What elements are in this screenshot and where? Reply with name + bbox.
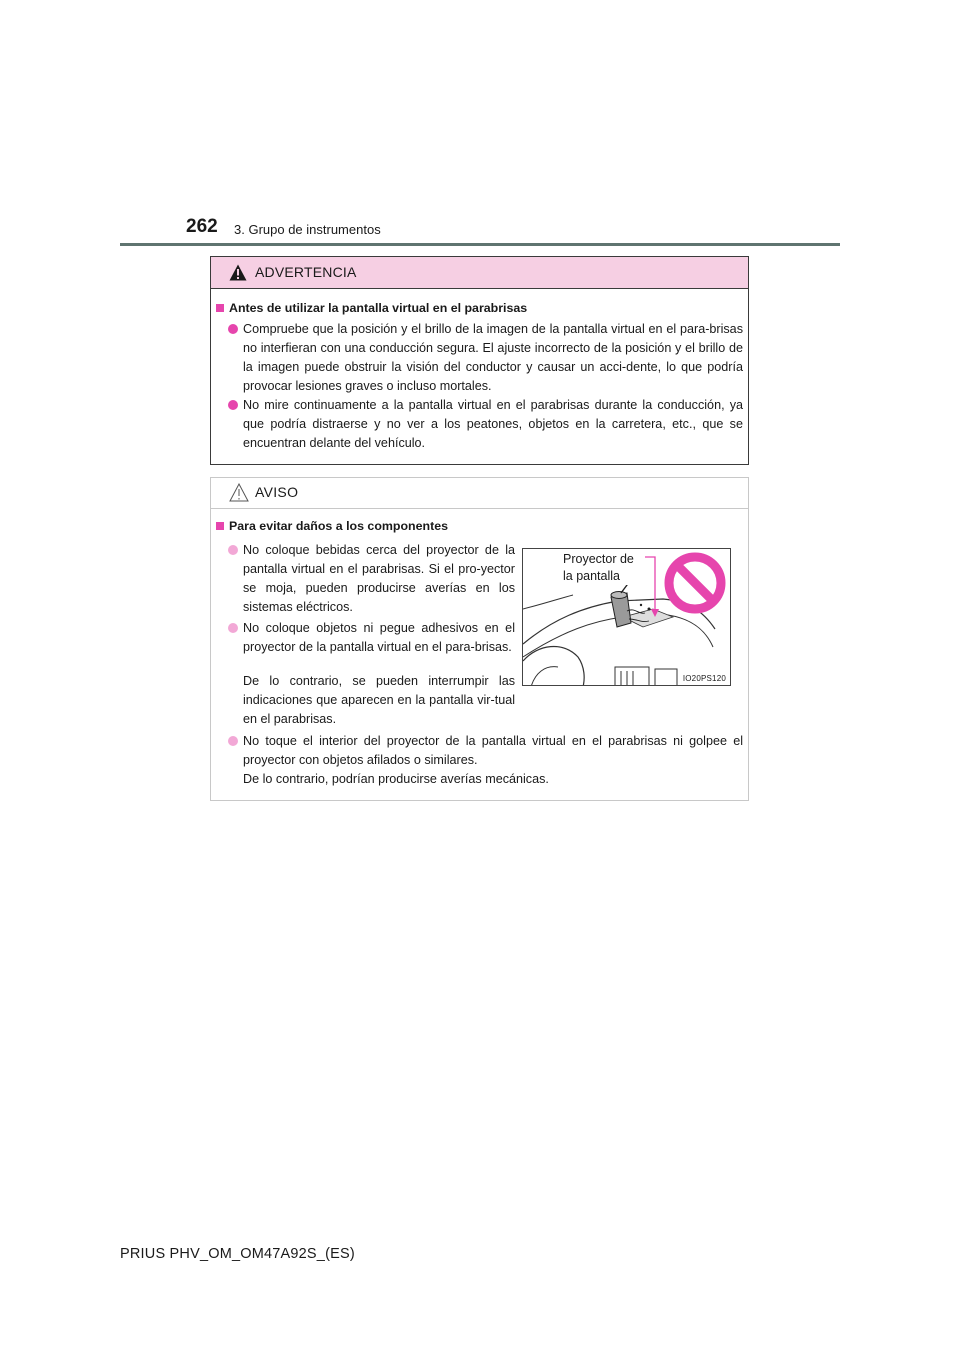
warning-triangle-icon — [229, 264, 247, 281]
warning-title: ADVERTENCIA — [255, 264, 357, 280]
round-bullet-icon — [228, 400, 238, 410]
page-number: 262 — [186, 216, 218, 237]
warning-item: No mire continuamente a la pantalla virtual en el parabrisas durante la conducción, ya que podría distraerse y no ver a los peatones, objetos en la carretera, etc., que se encuentran delante del vehículo. — [243, 396, 743, 453]
notice-item: No coloque bebidas cerca del proyector de la pantalla virtual en el parabrisas. Si el pro-yector se moja, pueden producirse averías en los sistemas eléctricos. — [243, 541, 515, 617]
header-rule — [120, 243, 840, 246]
warning-header — [211, 257, 748, 289]
figure-code: IO20PS120 — [682, 674, 726, 683]
round-bullet-icon — [228, 736, 238, 746]
round-bullet-icon — [228, 545, 238, 555]
round-bullet-icon — [228, 324, 238, 334]
document-id: PRIUS PHV_OM_OM47A92S_(ES) — [120, 1246, 355, 1262]
notice-title: AVISO — [255, 484, 299, 500]
section-title: 3. Grupo de instrumentos — [234, 222, 381, 237]
notice-item-continuation: De lo contrario, podrían producirse averías mecánicas. — [243, 772, 549, 786]
notice-item-continuation: De lo contrario, se pueden interrumpir las indicaciones que aparecen en la pantalla vir-tual en el parabrisas. — [243, 674, 515, 726]
warning-item: Compruebe que la posición y el brillo de la imagen de la pantalla virtual en el para-brisas no interfieran con una conducción segura. El ajuste incorrecto de la posición y el brillo de la imagen puede obstruir la visión del conductor y causar un acci-dente, lo que podría provocar lesiones graves o incluso mortales. — [243, 320, 743, 396]
round-bullet-icon — [228, 623, 238, 633]
prohibition-icon — [663, 551, 727, 615]
projector-illustration — [522, 548, 731, 686]
warning-heading: Antes de utilizar la pantalla virtual en el parabrisas — [216, 301, 527, 315]
notice-header — [211, 478, 748, 509]
square-bullet-icon — [216, 304, 224, 312]
notice-heading: Para evitar daños a los componentes — [216, 519, 448, 533]
caution-triangle-outline-icon — [229, 483, 249, 502]
notice-item: No toque el interior del proyector de la pantalla virtual en el parabrisas ni golpee el proyector con objetos afilados o similares. — [243, 732, 743, 770]
notice-item: No coloque objetos ni pegue adhesivos en el proyector de la pantalla virtual en el para-brisas. — [243, 619, 515, 657]
square-bullet-icon — [216, 522, 224, 530]
projector-label: Proyector de la pantalla — [563, 552, 634, 583]
